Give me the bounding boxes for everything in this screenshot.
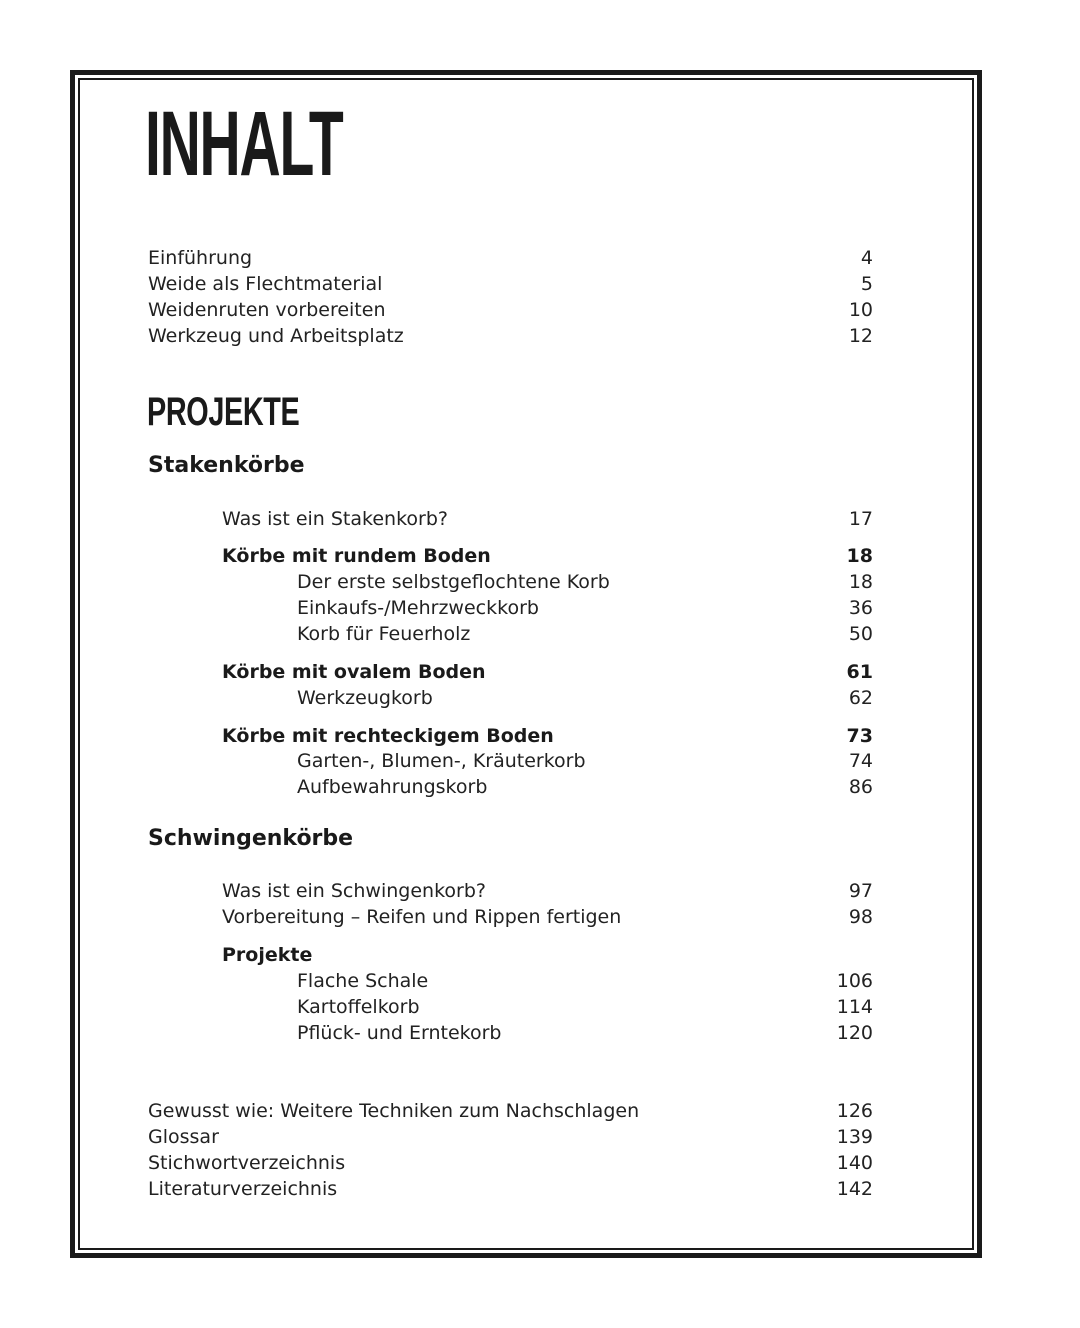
toc-entry <box>148 1124 873 1150</box>
section-heading-projekte: PROJEKTE <box>147 390 300 434</box>
toc-entry-page: 86 <box>848 776 873 798</box>
toc-entry <box>297 748 873 774</box>
toc-group-label: Projekte <box>222 944 313 966</box>
toc-entry-page: 106 <box>836 970 873 992</box>
toc-entry-label: Einkaufs-/Mehrzweckkorb <box>297 597 539 619</box>
page-title: INHALT <box>145 93 343 195</box>
toc-entry-label: Stichwortverzeichnis <box>148 1152 346 1174</box>
toc-entry-page: 140 <box>836 1152 873 1174</box>
toc-entry-label: Einführung <box>148 247 253 269</box>
toc-entry <box>297 685 873 711</box>
toc-entry-page: 18 <box>848 571 873 593</box>
toc-entry-page: 4 <box>860 247 873 269</box>
toc-entry-label: Literaturverzeichnis <box>148 1178 338 1200</box>
toc-entry-label: Pflück- und Erntekorb <box>297 1022 502 1044</box>
toc-entry-page: 97 <box>848 880 873 902</box>
toc-group-page: 73 <box>846 725 873 747</box>
toc-group-label: Körbe mit rundem Boden <box>222 545 491 567</box>
toc-entry <box>297 968 873 994</box>
toc-entry <box>297 595 873 621</box>
toc-entry-label: Was ist ein Schwingenkorb? <box>222 880 486 902</box>
toc-entry-label: Gewusst wie: Weitere Techniken zum Nachschlagen <box>148 1100 640 1122</box>
toc-entry-page: 10 <box>848 299 873 321</box>
toc-entry-label: Weidenruten vorbereiten <box>148 299 386 321</box>
toc-entry <box>148 323 873 349</box>
toc-entry-label: Aufbewahrungskorb <box>297 776 488 798</box>
toc-group-label: Körbe mit ovalem Boden <box>222 661 486 683</box>
subsection-heading-stakenkoerbe: Stakenkörbe <box>148 453 305 478</box>
toc-entry <box>222 904 873 930</box>
toc-entry-label: Werkzeugkorb <box>297 687 433 709</box>
toc-entry <box>222 878 873 904</box>
toc-entry <box>297 569 873 595</box>
toc-group-heading <box>222 723 873 749</box>
toc-entry <box>222 506 873 532</box>
toc-entry-label: Der erste selbstgeflochtene Korb <box>297 571 610 593</box>
toc-entry <box>148 1150 873 1176</box>
toc-entry-page: 62 <box>848 687 873 709</box>
toc-group-heading <box>222 942 873 968</box>
toc-entry-page: 139 <box>836 1126 873 1148</box>
toc-entry-page: 50 <box>848 623 873 645</box>
toc-entry-page: 12 <box>848 325 873 347</box>
toc-group-heading <box>222 543 873 569</box>
toc-entry-page: 5 <box>860 273 873 295</box>
toc-entry-label: Werkzeug und Arbeitsplatz <box>148 325 404 347</box>
toc-entry <box>297 994 873 1020</box>
toc-entry <box>148 1176 873 1202</box>
toc-entry-label: Vorbereitung – Reifen und Rippen fertigen <box>222 906 622 928</box>
toc-entry-page: 36 <box>848 597 873 619</box>
toc-entry-label: Flache Schale <box>297 970 429 992</box>
toc-group-label: Körbe mit rechteckigem Boden <box>222 725 554 747</box>
toc-entry-page: 142 <box>836 1178 873 1200</box>
toc-entry-page: 74 <box>848 750 873 772</box>
toc-group-heading <box>222 659 873 685</box>
toc-entry-label: Garten-, Blumen-, Kräuterkorb <box>297 750 586 772</box>
toc-entry-label: Kartoffelkorb <box>297 996 420 1018</box>
toc-entry <box>297 774 873 800</box>
toc-entry-label: Glossar <box>148 1126 219 1148</box>
toc-entry <box>297 621 873 647</box>
toc-entry-page: 17 <box>848 508 873 530</box>
toc-entry <box>148 245 873 271</box>
subsection-heading-schwingenkoerbe: Schwingenkörbe <box>148 826 354 851</box>
toc-entry-page: 126 <box>836 1100 873 1122</box>
toc-entry-page: 98 <box>848 906 873 928</box>
toc-entry-label: Korb für Feuerholz <box>297 623 471 645</box>
toc-entry-label: Was ist ein Stakenkorb? <box>222 508 448 530</box>
toc-entry <box>297 1020 873 1046</box>
toc-entry <box>148 271 873 297</box>
toc-group-page: 18 <box>846 545 873 567</box>
toc-group-page: 61 <box>846 661 873 683</box>
toc-entry <box>148 297 873 323</box>
toc-entry-page: 120 <box>836 1022 873 1044</box>
toc-entry <box>148 1098 873 1124</box>
toc-entry-label: Weide als Flechtmaterial <box>148 273 383 295</box>
toc-entry-page: 114 <box>836 996 873 1018</box>
